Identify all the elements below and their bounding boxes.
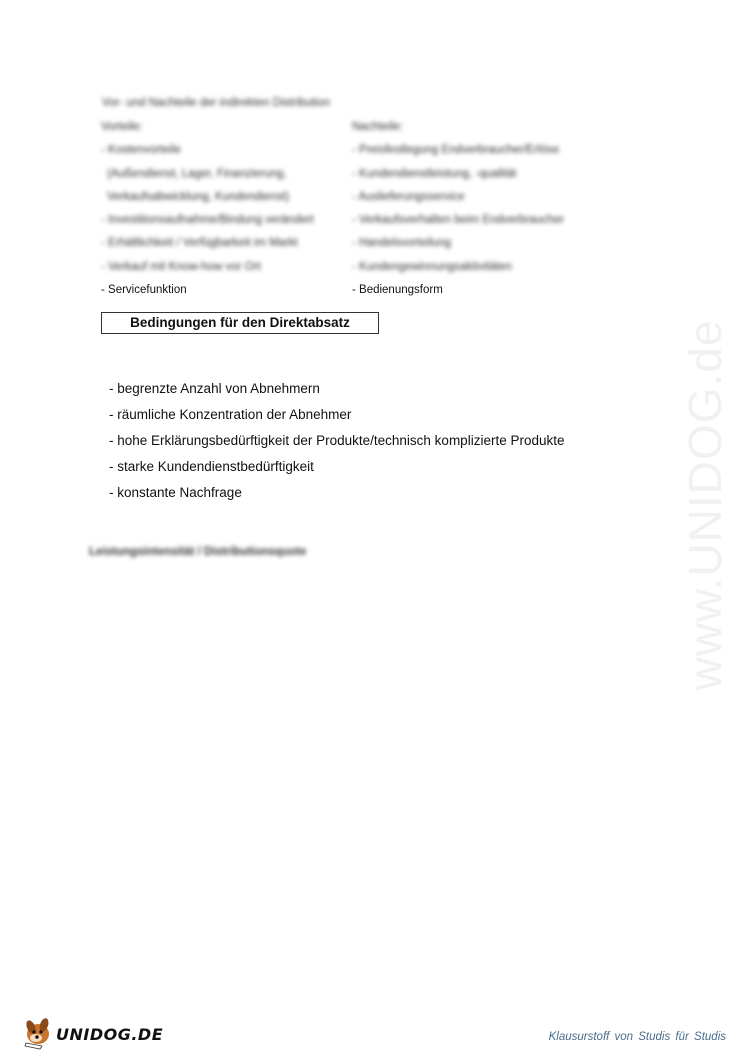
list-item: - Investitionsaufnahme/Bindung verändert: [101, 214, 314, 227]
list-item: - konstante Nachfrage: [109, 485, 242, 500]
list-item: (Außendienst, Lager, Finanzierung,: [107, 167, 287, 180]
list-item: - Kostenvorteile: [101, 144, 181, 157]
disadvantages-column: [352, 121, 564, 307]
list-item: - hohe Erklärungsbedürftigkeit der Produkte/technisch komplizierte Produkte: [109, 433, 565, 448]
list-item: - Preisfestlegung Endverbraucher/Erlöse: [352, 144, 560, 157]
list-item: Nachteile:: [352, 121, 404, 133]
watermark-text: www.UNIDOG.de: [679, 319, 731, 691]
list-item: - Bedienungsform: [352, 284, 443, 297]
footer-tagline: Klausurstoff von Studis für Studis: [548, 1031, 726, 1043]
list-item: - Verkauf mit Know-how vor Ort: [101, 260, 261, 273]
list-item: - starke Kundendienstbedürftigkeit: [109, 459, 314, 474]
section-heading: Leistungsintensität / Distributionsquote: [89, 546, 307, 558]
list-item: - Kundengewinnungsaktivitäten: [352, 260, 512, 273]
list-item: - Servicefunktion: [101, 284, 187, 297]
list-item: - begrenzte Anzahl von Abnehmern: [109, 381, 320, 396]
list-item: - Verkaufsverhalten beim Endverbraucher: [352, 214, 565, 227]
conditions-list: [109, 380, 565, 510]
section-heading: Vor- und Nachteile der indirekten Distribution: [102, 97, 331, 109]
logo-text: UNIDOG.DE: [56, 1025, 164, 1044]
advantages-column: [101, 121, 314, 307]
section-title-box: Bedingungen für den Direktabsatz: [101, 312, 379, 334]
list-item: - Kundendienstleistung, -qualität: [352, 167, 517, 180]
list-item: Verkaufsabwicklung, Kundendienst): [107, 190, 290, 203]
list-item: Vorteile:: [101, 121, 143, 133]
list-item: - Erhältlichkeit / Verfügbarkeit im Markt: [101, 237, 298, 250]
list-item: - Handelsvorteilung: [352, 237, 452, 250]
unidog-logo: [22, 1010, 162, 1050]
list-item: - räumliche Konzentration der Abnehmer: [109, 407, 352, 422]
list-item: - Auslieferungsservice: [352, 190, 465, 203]
